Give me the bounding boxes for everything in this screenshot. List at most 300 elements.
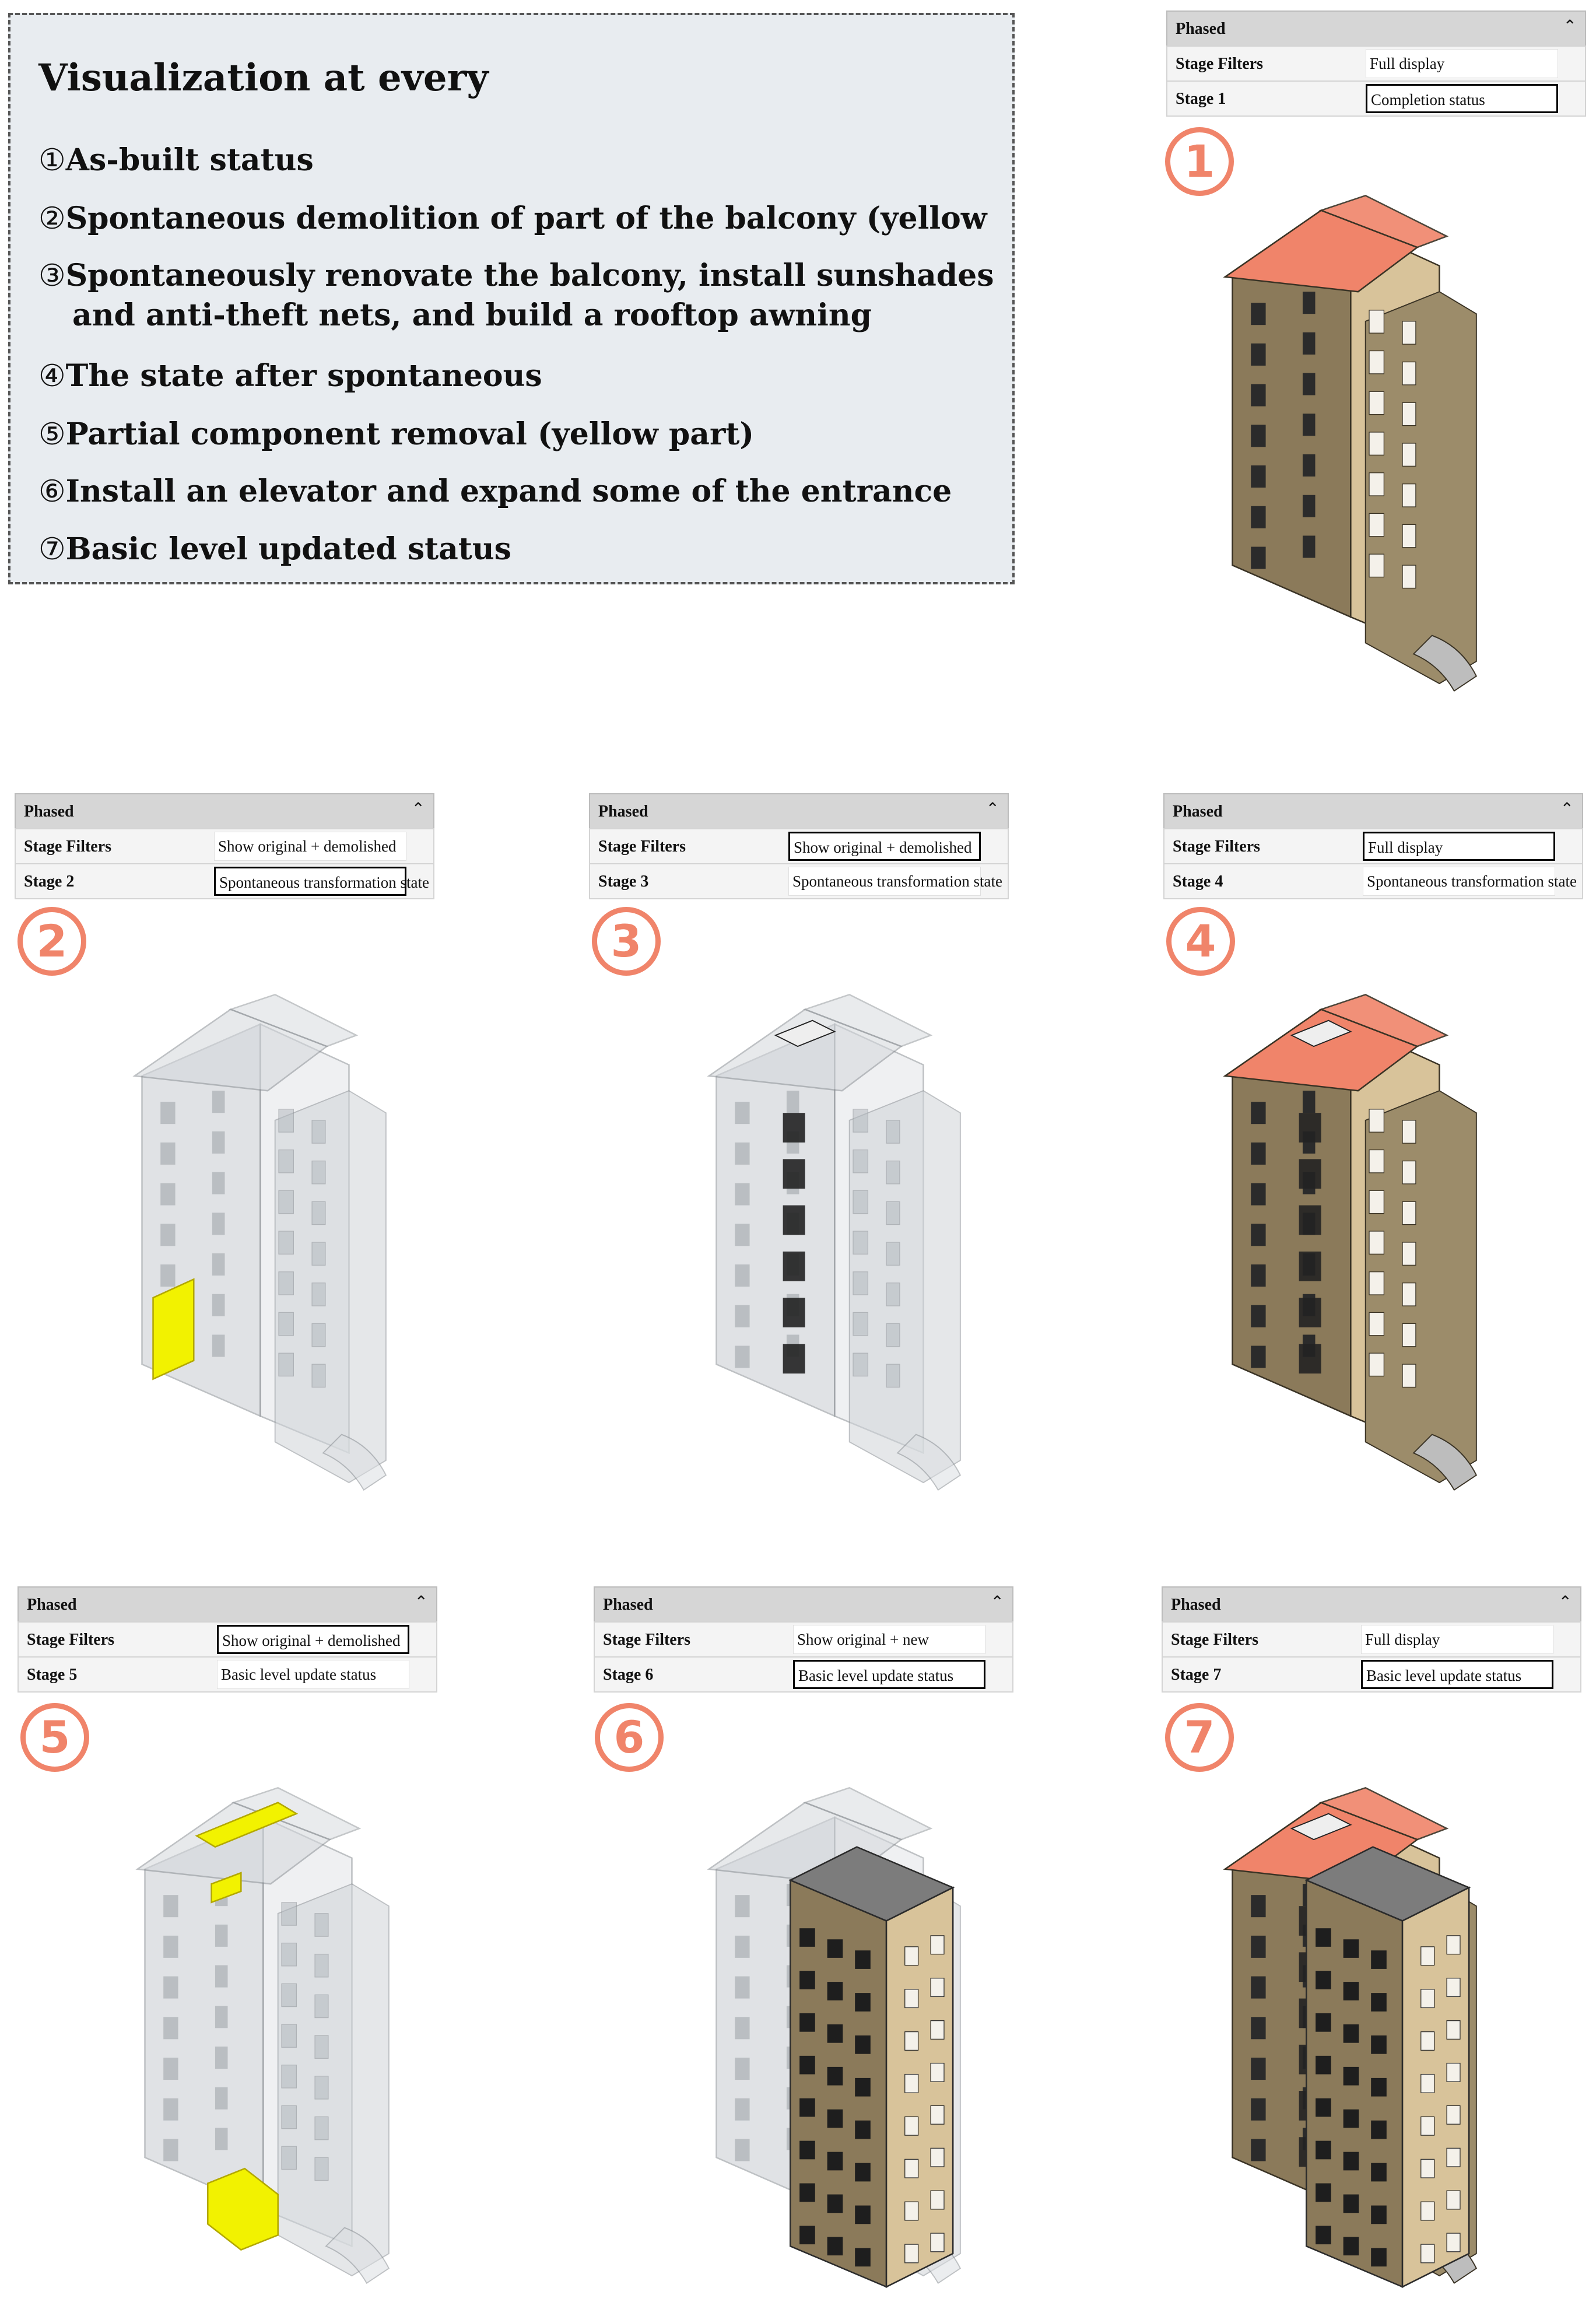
window [212,1091,225,1113]
window [315,1995,328,2017]
window [282,2024,296,2047]
window [735,1183,749,1206]
stage-filter-value[interactable]: Show original + demolished [214,832,406,861]
stage-filter-value[interactable]: Full display [1361,1625,1553,1654]
stage-label: Stage 5 [27,1666,78,1684]
window [905,2032,918,2051]
window [1421,1947,1434,1965]
legend-box [8,13,1015,584]
window [1402,362,1416,385]
window [1371,2248,1387,2266]
stage-row [17,1656,437,1693]
double-chevron-up-icon[interactable]: ⌃ [414,1593,428,1611]
building-render-4 [1149,980,1545,1505]
window [1344,2024,1359,2043]
anti-theft-net [1299,1344,1321,1374]
panel-header[interactable] [589,793,1009,829]
window [931,2233,944,2252]
legend-item-2: ②Spontaneous demolition of part of the balcony (yellow [38,201,987,236]
anti-theft-net [783,1298,805,1327]
window [1251,546,1265,569]
phase-panel-1[interactable] [1166,10,1586,121]
window [931,1936,944,1954]
building-model [1225,1788,1476,2287]
stage-row [589,863,1009,899]
window [905,2244,918,2263]
window [1316,2184,1331,2202]
window [853,1312,868,1335]
window [1251,1264,1265,1287]
window [827,1939,843,1958]
window [905,2159,918,2178]
window [905,2117,918,2135]
window [735,1305,749,1327]
window [735,1102,749,1124]
window [212,1213,225,1235]
window [1402,321,1416,344]
window [160,1224,175,1246]
window [279,1150,293,1173]
stage-filter-value[interactable]: Show original + new [793,1625,985,1654]
window [735,1143,749,1165]
window [1303,454,1316,476]
window [215,2047,228,2069]
window [1371,2163,1387,2182]
window [1447,2021,1460,2040]
window [735,2017,749,2039]
window [1421,2032,1434,2051]
window [855,2206,871,2224]
window [1447,1978,1460,1997]
window [1251,344,1265,366]
stage-status-value[interactable]: Spontaneous transformation state [214,867,406,896]
window [855,1993,871,2012]
window [1344,2237,1359,2255]
building-model [138,1788,389,2283]
window [853,1231,868,1254]
window [1344,2152,1359,2171]
window [315,2117,328,2139]
window [1303,332,1316,355]
window [931,2148,944,2167]
stage-status-value[interactable]: Completion status [1366,84,1558,113]
stage-filters-label: Stage Filters [1173,838,1261,856]
window [1251,1977,1265,1999]
stage-filters-label: Stage Filters [24,838,112,856]
stage-filter-value[interactable]: Show original + demolished [217,1625,409,1654]
window [160,1143,175,1165]
building-render-3 [633,980,1029,1505]
window [163,2058,178,2080]
window [315,2035,328,2058]
window [282,1943,296,1966]
window [886,1364,900,1387]
window [905,2202,918,2220]
stage-row [594,1656,1013,1693]
phase-panel-7[interactable] [1162,1586,1581,1697]
window [1421,2117,1434,2135]
window [1402,1364,1416,1387]
legend-item-7: ⑦Basic level updated status [38,531,511,567]
window [931,2105,944,2124]
window [212,1172,225,1194]
demolished-balcony-highlight [153,1279,194,1379]
window [735,2139,749,2161]
building-model [1225,195,1476,691]
window [1316,2098,1331,2117]
building-render-5 [61,1773,458,2298]
legend-item-1: ①As-built status [38,142,314,178]
window [1316,2226,1331,2244]
stage-filters-row [589,828,1009,864]
window [163,2098,178,2121]
window [886,1323,900,1346]
window [1369,1312,1384,1335]
panel-header[interactable] [1166,10,1586,47]
window [855,2078,871,2097]
double-chevron-up-icon[interactable]: ⌃ [985,800,999,818]
window [827,2152,843,2171]
window [279,1190,293,1213]
window [315,2157,328,2180]
window [1303,414,1316,436]
window [315,1954,328,1977]
stage-row [1163,863,1583,899]
window [1316,1971,1331,1989]
window [1251,1224,1265,1246]
window [931,2063,944,2082]
window [855,2035,871,2054]
window [735,1895,749,1917]
window [1421,2075,1434,2093]
window [1303,292,1316,314]
window [212,1294,225,1316]
window [1402,1283,1416,1306]
new-elevator-block [1306,1847,1469,2287]
window [1251,303,1265,325]
window [905,2075,918,2093]
building-model [1225,994,1476,1490]
window [855,2163,871,2182]
window [827,1982,843,2000]
panel-header[interactable] [594,1586,1013,1623]
window [312,1283,325,1306]
window [735,1224,749,1246]
stage-filters-label: Stage Filters [603,1631,691,1649]
stage-filters-row [1162,1621,1581,1658]
window [799,1971,815,1989]
window [799,2184,815,2202]
window [735,2098,749,2121]
stage-label: Stage 4 [1173,873,1223,891]
anti-theft-net [1299,1298,1321,1327]
window [1369,310,1384,333]
window [1369,1150,1384,1173]
building-render-7 [1149,1773,1545,2298]
window [1421,1989,1434,2008]
window [1251,1346,1265,1368]
window [1402,402,1416,425]
stage-filter-value[interactable]: Show original + demolished [788,832,981,861]
window [1371,2078,1387,2097]
window [215,1965,228,1988]
window [1447,2063,1460,2082]
window [279,1272,293,1295]
window [886,1161,900,1184]
window [279,1353,293,1376]
window [1447,2105,1460,2124]
window [853,1272,868,1295]
window [1303,495,1316,517]
window [1402,565,1416,588]
window [1402,484,1416,507]
anti-theft-net [783,1344,805,1374]
stage-filters-row [1163,828,1583,864]
stage-status-value[interactable]: Basic level update status [793,1660,985,1689]
window [1303,1091,1316,1113]
panel-header-label: Phased [1171,1596,1221,1614]
stage-status-value[interactable]: Spontaneous transformation state [788,867,981,896]
stage-label: Stage 7 [1171,1666,1222,1684]
window [282,1984,296,2006]
anti-theft-net [783,1159,805,1189]
stage-number-badge: 6 [595,1703,664,1772]
window [312,1201,325,1224]
stage-label: Stage 6 [603,1666,654,1684]
window [1316,2056,1331,2075]
stage-row [1166,80,1586,117]
stage-filters-row [15,828,434,864]
window [212,1334,225,1357]
window [212,1131,225,1154]
window [1369,351,1384,374]
panel-header-label: Phased [24,803,74,821]
window [160,1183,175,1206]
window [1344,2195,1359,2213]
window [827,2024,843,2043]
stage-label: Stage 3 [598,873,649,891]
stage-status-value[interactable]: Spontaneous transformation state [1363,867,1555,896]
panel-header-label: Phased [27,1596,77,1614]
window [787,1091,799,1113]
panel-header-label: Phased [603,1596,653,1614]
window [1303,535,1316,558]
window [163,2139,178,2161]
window [853,1109,868,1132]
window [1251,1102,1265,1124]
window [853,1353,868,1376]
window [1344,1939,1359,1958]
phase-panel-4[interactable] [1163,793,1583,904]
stage-number-badge: 2 [17,907,86,976]
window [1251,2098,1265,2121]
window [1402,1323,1416,1346]
window [1447,2148,1460,2167]
window [163,1977,178,1999]
window [1371,2035,1387,2054]
window [279,1231,293,1254]
window [279,1109,293,1132]
window [853,1190,868,1213]
panel-header-label: Phased [1173,803,1223,821]
stage-row [1162,1656,1581,1693]
window [735,1264,749,1287]
stage-filters-row [1166,45,1586,82]
phase-panel-3[interactable] [589,793,1009,904]
window [1447,2233,1460,2252]
panel-header[interactable] [1162,1586,1581,1623]
window [1402,1201,1416,1224]
window [1369,1353,1384,1376]
window [160,1264,175,1287]
window [1371,2121,1387,2139]
window [1369,1272,1384,1295]
legend-item-6: ⑥Install an elevator and expand some of the entrance [38,474,952,509]
window [799,1928,815,1947]
stage-filter-value[interactable]: Full display [1363,832,1555,861]
anti-theft-net [1299,1206,1321,1235]
panel-header-label: Phased [598,803,648,821]
phase-panel-6[interactable] [594,1586,1013,1697]
window [1344,2067,1359,2086]
window [163,1895,178,1917]
anti-theft-net [1299,1159,1321,1189]
window [312,1364,325,1387]
stage-status-value[interactable]: Basic level update status [217,1660,409,1689]
window [1369,1231,1384,1254]
window [282,2105,296,2128]
window [1369,432,1384,455]
window [1369,473,1384,496]
window [827,2237,843,2255]
window [886,1242,900,1265]
phase-panel-5[interactable] [17,1586,437,1697]
window [282,2146,296,2169]
window [312,1161,325,1184]
window [855,2121,871,2139]
stage-number-badge: 4 [1166,907,1235,976]
anti-theft-net [783,1113,805,1143]
window [312,1120,325,1143]
stage-status-value[interactable]: Basic level update status [1361,1660,1553,1689]
legend-item-4: ④The state after spontaneous [38,358,542,394]
window [886,1201,900,1224]
window [215,2128,228,2150]
window [1316,1928,1331,1947]
panel-header[interactable] [15,793,434,829]
window [1369,391,1384,414]
window [212,1253,225,1276]
building-model [709,1788,960,2287]
stage-filters-label: Stage Filters [1171,1631,1259,1649]
phase-panel-2[interactable] [15,793,434,904]
window [735,2058,749,2080]
window [931,2021,944,2040]
window [1303,373,1316,395]
window [905,1989,918,2008]
window [215,2087,228,2110]
window [1447,1936,1460,1954]
window [827,2195,843,2213]
window [1421,2202,1434,2220]
panel-header[interactable] [17,1586,437,1623]
window [215,2006,228,2028]
anti-theft-net [783,1252,805,1281]
window [735,1346,749,1368]
window [1369,513,1384,536]
window [799,2013,815,2032]
building-render-6 [633,1773,1029,2298]
window [799,2141,815,2160]
window [312,1323,325,1346]
stage-filters-row [17,1621,437,1658]
window [1251,2017,1265,2039]
window [855,1950,871,1969]
building-model [135,994,386,1490]
legend-title: Visualization at every [38,56,489,100]
window [1251,1895,1265,1917]
window [1344,1982,1359,2000]
window [1251,1183,1265,1206]
window [282,2065,296,2088]
double-chevron-up-icon[interactable]: ⌃ [1563,17,1577,36]
panel-header-label: Phased [1176,20,1226,38]
double-chevron-up-icon[interactable]: ⌃ [990,1593,1004,1611]
window [1371,2206,1387,2224]
window [799,2098,815,2117]
window [735,1977,749,1999]
double-chevron-up-icon[interactable]: ⌃ [1558,1593,1572,1611]
window [163,1936,178,1958]
anti-theft-net [783,1206,805,1235]
window [1402,1120,1416,1143]
window [1251,2058,1265,2080]
new-elevator-block [790,1847,953,2287]
window [931,1978,944,1997]
window [905,1947,918,1965]
window [315,1914,328,1936]
legend-item-5: ⑤Partial component removal (yellow part) [38,416,754,452]
window [886,1120,900,1143]
window [735,1936,749,1958]
stage-filter-value[interactable]: Full display [1366,49,1558,78]
window [215,1925,228,1947]
window [1402,443,1416,466]
stage-number-badge: 3 [592,907,661,976]
window [1369,1190,1384,1213]
window [1402,1242,1416,1265]
double-chevron-up-icon[interactable]: ⌃ [1560,800,1574,818]
window [1371,1993,1387,2012]
window [1447,2191,1460,2209]
stage-label: Stage 1 [1176,90,1226,108]
building-render-1 [1149,181,1545,706]
stage-row [15,863,434,899]
double-chevron-up-icon[interactable]: ⌃ [411,800,425,818]
window [1251,425,1265,447]
window [827,2110,843,2128]
window [1402,524,1416,547]
window [886,1283,900,1306]
stage-number-badge: 1 [1165,127,1234,196]
panel-header[interactable] [1163,793,1583,829]
window [1344,2110,1359,2128]
window [282,1902,296,1925]
anti-theft-net [1299,1113,1321,1143]
window [312,1242,325,1265]
window [1421,2244,1434,2263]
window [855,2248,871,2266]
